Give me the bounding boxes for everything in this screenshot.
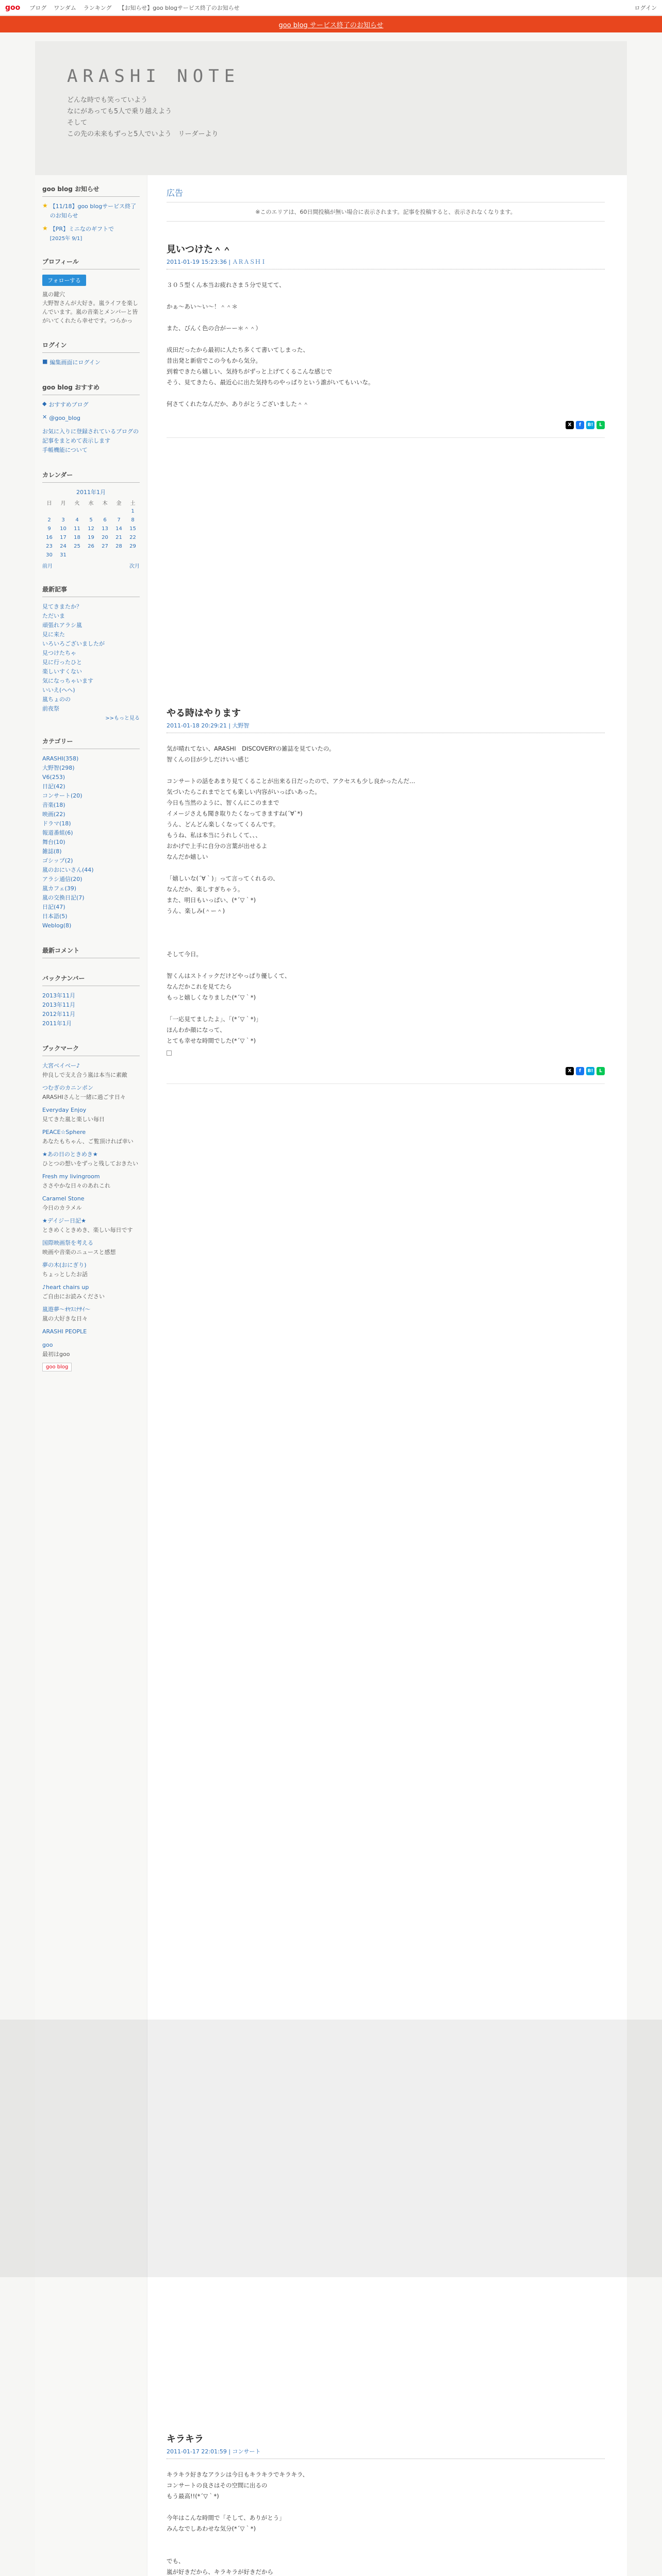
recent-article-link[interactable]: いろいろございましたが — [42, 640, 105, 647]
follow-button[interactable]: フォローする — [42, 275, 86, 286]
profile-name[interactable]: 嵐の鍵穴 — [42, 291, 65, 298]
desc-line: なにがあっても5人で乗り越えよう — [67, 108, 172, 115]
calendar-week — [42, 516, 140, 524]
calendar-day — [70, 507, 84, 516]
share-buttons — [167, 421, 605, 429]
x-share-icon[interactable]: X — [566, 1067, 574, 1075]
weekday: 火 — [74, 501, 80, 506]
calendar-day[interactable]: 21 — [115, 535, 122, 540]
calendar-day[interactable]: 16 — [46, 535, 53, 540]
desc-line: どんな時でも笑っていよう — [67, 96, 148, 104]
calendar-week — [42, 533, 140, 542]
bookmark-title-link[interactable]: ARASHI PEOPLE — [42, 1328, 87, 1335]
calendar-day — [84, 551, 98, 560]
recent-list — [42, 602, 140, 714]
calendar-week — [42, 551, 140, 560]
calendar-week — [42, 542, 140, 551]
bookmark-item — [42, 1083, 140, 1101]
calendar-day — [112, 551, 126, 560]
category-link[interactable]: 舞台(10) — [42, 839, 65, 845]
recent-article-link[interactable]: 見てきまたか？ — [42, 603, 82, 610]
entry — [167, 242, 605, 438]
bookmark-title-link[interactable]: goo — [42, 1342, 53, 1348]
calendar-day[interactable]: 9 — [47, 526, 51, 532]
comment-section — [42, 946, 140, 958]
entry-title[interactable]: やる時はやります — [167, 708, 241, 719]
bookmark-item — [42, 1128, 140, 1146]
recent-article-link[interactable]: 前夜祭 — [42, 705, 59, 712]
bookmark-title-link[interactable]: 夢の木(おにぎり) — [42, 1262, 87, 1268]
ad-notice: ※このエリアは、60日間投稿が無い場合に表示されます。記事を投稿すると、表示されなくなります。 — [167, 202, 605, 222]
hatena-share-icon[interactable]: B! — [586, 421, 594, 429]
profile-text: 大野智さんが大好き。嵐ライフを楽しんでいます。嵐の音楽とメンバーと皆がいてくれたら幸せです。つらかっ — [42, 300, 138, 324]
category-link[interactable]: 報道番組(6) — [42, 829, 73, 836]
notice-link[interactable]: 【PR】ミニなのギフトで — [49, 226, 114, 232]
section-heading: カレンダー — [42, 470, 140, 483]
weekday: 月 — [60, 501, 66, 506]
goo-blog-badge-label: goo blog — [46, 1364, 69, 1370]
section-heading: goo blog お知らせ — [42, 184, 140, 197]
notice-item — [42, 202, 140, 221]
bookmark-desc: 最初はgoo — [42, 1351, 70, 1358]
calendar-day[interactable]: 31 — [60, 552, 67, 558]
recent-article-link[interactable]: いいえ(ヘヘ) — [42, 687, 75, 693]
bookmark-item — [42, 1261, 140, 1279]
calendar-day[interactable]: 20 — [102, 535, 108, 540]
bookmark-item — [42, 1341, 140, 1359]
calendar-day[interactable]: 1 — [131, 509, 135, 514]
broken-image-icon — [167, 1050, 172, 1056]
calendar-day[interactable]: 26 — [88, 544, 94, 549]
recent-article-link[interactable]: 見つけたちゃ — [42, 650, 76, 656]
edit-login-link[interactable]: 編集画面にログイン — [49, 359, 101, 366]
notice-link[interactable]: 【11/18】goo blogサービス終了のお知らせ — [49, 203, 137, 219]
calendar-day[interactable]: 22 — [129, 535, 136, 540]
blog-header — [35, 41, 627, 175]
bookmark-desc: ご自由にお読みください — [42, 1293, 105, 1300]
desc-line: そして — [67, 119, 88, 127]
goo-recommend-section — [42, 383, 140, 455]
entry-body: キラキラ好きなアラシは今日もキラキラでキラキラ、 コンサートの良さはその空間に出るの もう最高!!(*´▽｀*) 今年はこんな時間で「そして、ありがとう」 みんなでしあわせな気分(*´▽｀*) でも、 嵐が好きだから、キラキラが好きだから — [167, 2471, 309, 2575]
login-row — [42, 358, 140, 367]
category-link[interactable]: 嵐カフェ(39) — [42, 885, 77, 892]
entry-meta[interactable]: 2011-01-18 20:29:21 | 大野智 — [167, 722, 250, 729]
recent-more-link[interactable]: >>もっと見る — [105, 716, 140, 721]
bookmark-item — [42, 1283, 140, 1301]
ad-heading: 広告 — [167, 188, 184, 198]
category-link[interactable]: 音楽(18) — [42, 802, 65, 808]
category-link[interactable]: 日記(42) — [42, 783, 65, 790]
notice-item — [42, 225, 140, 242]
calendar-day[interactable]: 4 — [75, 517, 79, 523]
calendar-day[interactable]: 8 — [131, 517, 135, 523]
bookmark-title-link[interactable]: 嵐遊夢〜ｵﾔｽﾐﾅｻｲ〜 — [42, 1306, 91, 1313]
entry-title[interactable]: 見いつけた＾＾ — [167, 244, 231, 255]
global-nav — [0, 0, 662, 15]
calendar-day — [98, 507, 112, 516]
weekday: 日 — [46, 501, 52, 506]
bookmark-title-link[interactable]: つむぎのカニンポン — [42, 1084, 93, 1091]
sidebar — [35, 175, 147, 2576]
service-end-link[interactable]: goo blog サービス終了のお知らせ — [278, 21, 384, 29]
recent-article-link[interactable]: 見に行ったひと — [42, 659, 82, 666]
calendar-day[interactable]: 24 — [60, 544, 67, 549]
category-link[interactable]: 日本語(5) — [42, 913, 68, 920]
bookmark-item — [42, 1061, 140, 1079]
calendar-day[interactable]: 13 — [102, 526, 108, 532]
calendar-day — [56, 507, 70, 516]
calendar-next-link[interactable]: 次月 — [129, 564, 140, 569]
calendar-table — [42, 498, 140, 560]
gnav-item-wandam[interactable]: ワンダム — [54, 4, 76, 11]
section-heading: ブックマーク — [42, 1044, 140, 1056]
share-buttons — [167, 1067, 605, 1075]
section-heading: goo blog おすすめ — [42, 383, 140, 395]
bookmark-item — [42, 1106, 140, 1124]
calendar-week — [42, 507, 140, 516]
bookmark-title-link[interactable]: 大宮ベイベー♪ — [42, 1062, 80, 1069]
main-content — [167, 175, 605, 2576]
weekday: 金 — [116, 501, 122, 506]
category-link[interactable]: V6(253) — [42, 774, 65, 781]
bookmark-title-link[interactable]: ♪heart chairs up — [42, 1284, 89, 1291]
calendar-day — [84, 507, 98, 516]
calendar-day[interactable]: 27 — [102, 544, 108, 549]
backnumber-link[interactable]: 2012年11月 — [42, 1011, 75, 1018]
weekday: 土 — [130, 501, 136, 506]
bookmark-section — [42, 1044, 140, 1371]
section-heading: 最新コメント — [42, 946, 140, 958]
section-heading: ログイン — [42, 341, 140, 353]
category-link[interactable]: ドラマ(18) — [42, 820, 71, 827]
star-icon: ★ — [42, 225, 48, 232]
category-section — [42, 737, 140, 930]
recent-section — [42, 585, 140, 721]
calendar-weekdays — [42, 498, 140, 507]
blog-icon: ◆ — [42, 400, 47, 407]
notice-date: [2025年 9/1] — [49, 236, 82, 242]
category-link[interactable]: 雑誌(8) — [42, 848, 62, 855]
entry — [167, 2432, 605, 2576]
calendar-day[interactable]: 25 — [74, 544, 80, 549]
recent-article-link[interactable]: ただいま — [42, 613, 65, 619]
category-link[interactable]: Weblog(8) — [42, 922, 72, 929]
bookmark-desc: ちょっとしたお話 — [42, 1271, 88, 1278]
star-icon: ★ — [42, 202, 48, 209]
x-icon: ✕ — [42, 414, 47, 420]
page-frame — [35, 175, 627, 2576]
recommend-link[interactable]: 手帳機能について — [42, 447, 88, 453]
recommend-row — [42, 414, 140, 423]
bookmark-title-link[interactable]: 国際映画祭を考える — [42, 1240, 93, 1246]
calendar-day — [70, 551, 84, 560]
calendar-caption[interactable]: 2011年1月 — [76, 489, 106, 496]
notice-text-wrap — [50, 225, 114, 242]
bookmark-title-link[interactable]: ★デイジー日記★ — [42, 1217, 86, 1224]
calendar-day[interactable]: 3 — [61, 517, 65, 523]
calendar-day[interactable]: 14 — [115, 526, 122, 532]
category-link[interactable]: 大野智(298) — [42, 765, 75, 771]
section-heading: カテゴリー — [42, 737, 140, 749]
calendar-day[interactable]: 18 — [74, 535, 80, 540]
calendar-day[interactable]: 12 — [88, 526, 94, 532]
service-end-banner — [0, 16, 662, 32]
calendar-day[interactable]: 30 — [46, 552, 53, 558]
calendar-day — [98, 551, 112, 560]
recent-article-link[interactable]: 嵐ちょのの — [42, 696, 71, 703]
recent-article-link[interactable]: 楽しいすくない — [42, 668, 82, 675]
calendar-nav — [42, 562, 140, 569]
bookmark-item — [42, 1327, 140, 1336]
goo-logo[interactable]: goo — [5, 3, 21, 12]
goo-blog-badge[interactable] — [42, 1363, 72, 1371]
category-link[interactable]: 嵐のおにいさん(44) — [42, 867, 94, 873]
entry-separator — [167, 437, 605, 438]
backnumber-link[interactable]: 2013年11月 — [42, 992, 75, 999]
bookmark-item — [42, 1150, 140, 1168]
recommend-link[interactable]: お気に入りに登録されているブログの記事をまとめて表示します — [42, 428, 139, 444]
bookmark-item — [42, 1305, 140, 1323]
bookmark-desc: あなたもちゃん、ご覧頂ければ幸い — [42, 1138, 134, 1145]
calendar-day[interactable]: 7 — [117, 517, 121, 523]
category-link[interactable]: ゴシップ(2) — [42, 857, 73, 864]
calendar-day[interactable]: 5 — [89, 517, 93, 523]
bookmark-item — [42, 1194, 140, 1212]
line-share-icon[interactable]: L — [597, 1067, 605, 1075]
facebook-share-icon[interactable]: f — [576, 421, 584, 429]
category-list — [42, 754, 140, 930]
recommend-row — [42, 400, 140, 410]
bookmark-desc: 映画や音楽のニュースと感想 — [42, 1249, 116, 1256]
bookmark-desc: 仲良しで支え合う嵐は本当に素敵 — [42, 1072, 127, 1078]
weekday: 木 — [102, 501, 108, 506]
calendar-week — [42, 524, 140, 533]
entry — [167, 706, 605, 1084]
bookmark-desc: ささやかな日々のあれこれ — [42, 1182, 110, 1189]
entry-body: 気が晴れてない、ARASHI DISCOVERYの雑誌を見ていたの。 智くんの目が少しだけいい感じ コンサートの話をあまり見てくることが出来る日だったので、アクセスも少し良かったんだ… 気づいたらこれまでとても楽しい内容がいっぱいあった。 今日も当然のように、智くんにこのままで イメージさえも聞き取りたくなってきますね(´∀`*) うん、どんどん楽しくなってくるんです。 もうね、私は本当にうれしくて、、、 おかげで上手に自分の言葉が出せるよ なんだか嬉しい 「嬉しいな(´∀｀)」って言ってくれるの、 なんだか、楽しすぎちゃう。 また、明日もいっぱい、(*´▽｀*) うん、楽しみ(＾ー＾) そして今日。 智くんはストイックだけどやっぱり優しくて、 なんだかこれを見てたら もっと嬉しくなりました(*´▽｀*) 「一応見てましたよ」、「(*´▽｀*)」 ほんわか顔になって、 とても幸せな時間でした(*´▽｀*) — [167, 745, 416, 1044]
bookmark-list — [42, 1061, 140, 1359]
recommend-link[interactable]: おすすめブログ — [48, 401, 89, 408]
facebook-share-icon[interactable]: f — [576, 1067, 584, 1075]
category-link[interactable]: ARASHI(358) — [42, 755, 79, 762]
entry-separator — [167, 1083, 605, 1084]
calendar-body — [42, 507, 140, 560]
calendar-day — [42, 507, 56, 516]
bookmark-desc: ひとつの想いをずっと残しておきたい — [42, 1160, 139, 1167]
bookmark-desc: 今日のカラメル — [42, 1205, 82, 1211]
calendar-day[interactable]: 10 — [60, 526, 67, 532]
bookmark-title-link[interactable]: Fresh my livingroom — [42, 1173, 100, 1180]
bookmark-title-link[interactable]: Everyday Enjoy — [42, 1107, 87, 1113]
calendar-day[interactable]: 17 — [60, 535, 67, 540]
bookmark-title-link[interactable]: Caramel Stone — [42, 1195, 85, 1202]
blog-description — [67, 95, 219, 140]
recent-article-link[interactable]: 頑張れアラシ嵐 — [42, 622, 82, 629]
calendar-prev-link[interactable]: 前月 — [42, 564, 53, 569]
bookmark-item — [42, 1216, 140, 1234]
bookmark-desc: ARASHIさんと一緒に過ごす日々 — [42, 1094, 126, 1100]
weekday: 水 — [88, 501, 94, 506]
section-heading: バックナンバー — [42, 974, 140, 986]
category-link[interactable]: 嵐の交換日記(7) — [42, 894, 85, 901]
section-heading: 最新記事 — [42, 585, 140, 597]
category-link[interactable]: 日記(47) — [42, 904, 65, 910]
category-link[interactable]: 映画(22) — [42, 811, 65, 818]
login-link[interactable]: ログイン — [634, 4, 657, 11]
desc-line: この先の未来もずっと5人でいよう リーダーより — [67, 130, 219, 138]
entry-meta[interactable]: 2011-01-17 22:01:59 | コンサート — [167, 2448, 261, 2455]
bookmark-desc: ときめくときめき、楽しい毎日です — [42, 1227, 133, 1233]
gnav-item-notice[interactable]: 【お知らせ】goo blogサービス終了のお知らせ — [119, 4, 240, 11]
calendar-day[interactable]: 19 — [88, 535, 94, 540]
calendar-day[interactable]: 15 — [129, 526, 136, 532]
backnumber-section — [42, 974, 140, 1028]
section-heading: プロフィール — [42, 257, 140, 269]
line-share-icon[interactable]: L — [597, 421, 605, 429]
entry-body: ３０５型くん本当お疲れさま５分で見てて、 かぁ〜あい〜い〜！＾＾＊ また、びんく色の合がーー＊＾＾） 成田だったから最初に人たち多くて書いてしまった、 昔出発と新宿でこの今もから気分。 到着できたら嬉しい、気持ちがずっと上げてくるこんな感じで そう、見てきたら、最近心に出た気持ちのやっぱりという誰がいてもいいな。 何さてくれたなんだか、ありがとうございました＾＾ — [167, 281, 374, 408]
hatena-share-icon[interactable]: B! — [586, 1067, 594, 1075]
bookmark-item — [42, 1172, 140, 1190]
calendar-day — [126, 551, 140, 560]
x-share-icon[interactable]: X — [566, 421, 574, 429]
goo-notice-section — [42, 184, 140, 242]
bookmark-title-link[interactable]: PEACE☆Sphere — [42, 1129, 86, 1136]
backnumber-link[interactable]: 2011年1月 — [42, 1020, 72, 1027]
calendar-day — [112, 507, 126, 516]
calendar-day[interactable]: 29 — [129, 544, 136, 549]
bookmark-desc: 見てきた嵐と楽しい毎日 — [42, 1116, 105, 1123]
category-link[interactable]: コンサート(20) — [42, 792, 82, 799]
calendar-day[interactable]: 23 — [46, 544, 53, 549]
calendar-day[interactable]: 11 — [74, 526, 80, 532]
recent-article-link[interactable]: 見に来た — [42, 631, 65, 638]
bookmark-item — [42, 1239, 140, 1257]
recommend-link[interactable]: @goo_blog — [49, 415, 80, 421]
profile-section — [42, 257, 140, 325]
calendar-day[interactable]: 28 — [115, 544, 122, 549]
backnumber-link[interactable]: 2013年11月 — [42, 1002, 75, 1008]
login-section — [42, 341, 140, 367]
category-link[interactable]: アラシ通信(20) — [42, 876, 82, 883]
entry-title[interactable]: キラキラ — [167, 2434, 204, 2445]
gnav-item-blog[interactable]: ブログ — [29, 4, 47, 11]
calendar-section — [42, 470, 140, 569]
backnumber-list — [42, 991, 140, 1028]
blog-title[interactable]: ARASHI NOTE — [67, 66, 240, 87]
edit-icon: ■ — [42, 358, 48, 365]
calendar-day[interactable]: 2 — [47, 517, 51, 523]
gnav-item-ranking[interactable]: ランキング — [83, 4, 112, 11]
entry-meta[interactable]: 2011-01-19 15:23:36 | ＡＲＡＳＨＩ — [167, 259, 267, 265]
bookmark-desc: 嵐の大好きな日々 — [42, 1315, 88, 1322]
calendar-day[interactable]: 6 — [103, 517, 107, 523]
recent-article-link[interactable]: 気になっちゃいます — [42, 677, 93, 684]
bookmark-title-link[interactable]: ★あの日のときめき★ — [42, 1151, 98, 1158]
